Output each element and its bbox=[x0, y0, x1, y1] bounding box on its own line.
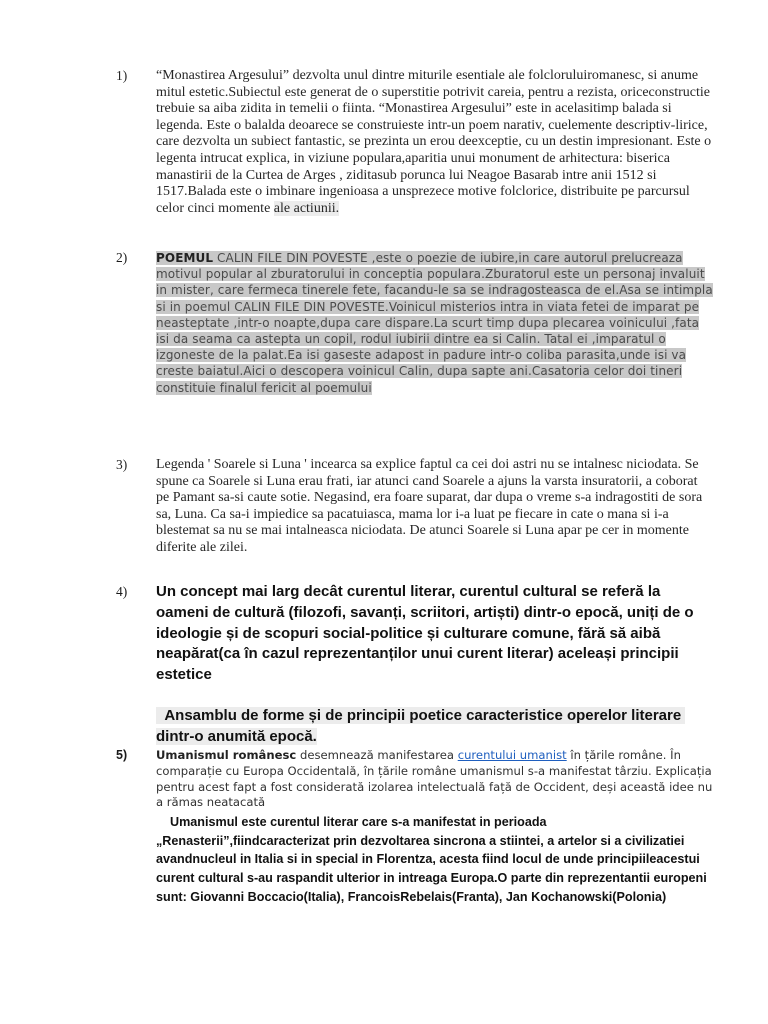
list-item-5 bbox=[116, 748, 714, 906]
item-text bbox=[156, 250, 714, 396]
item-number: 1) bbox=[116, 68, 128, 83]
item-paragraph: CALIN FILE DIN POVESTE ,este o poezie de iubire,in care autorul prelucreaza motivul popular al zburatorului in conceptia populara.Zburatorul este un personaj invaluit in mister, care fermeca tinerele fete, facandu-le sa se indragosteasca de el.Asa se intimpla si in poemul CALIN FILE DIN POVESTE.Voinicul misterios intra in viata fetei de imparat pe neasteptate ,intr-o noapte,dupa care dispare.La scurt timp dupa plecarea voinicului ,fata isi da seama ca astepta un copil, rodul iubirii dintre ea si Calin. Tatal ei ,imparatul o izgoneste de la palat.Ea isi gaseste adapost in padure intr-o coliba parasita,unde isi va creste baiatul.Aici o descopera voinicul Calin, dupa sapte ani.Casatoria celor doi tineri constituie finalul fericit al poemului bbox=[156, 251, 713, 395]
item-text: Umanismul românesc desemnează manifestarea curentului umanist în țările române. În comparație cu Europa Occidentală, în țările române umanismul s-a manifestat târziu. Explicația pentru acest fapt a fost considerată izolarea intelectuală față de Occident, deși această idee nu a rămas neatacată bbox=[156, 748, 713, 810]
item-number: 4) bbox=[116, 584, 128, 599]
umanism-link[interactable]: curentului umanist bbox=[457, 748, 567, 762]
item-number: 2) bbox=[116, 250, 128, 265]
item-lead: Umanismul românesc bbox=[156, 748, 297, 762]
list-item-1 bbox=[116, 68, 714, 217]
item-number: 5) bbox=[116, 748, 128, 762]
item-number: 3) bbox=[116, 457, 128, 472]
bold-paragraph: Umanismul este curentul literar care s-a manifestat in perioada „Renasterii”,fiindcaracterizat prin dezvoltarea sincrona a stiintei, a artelor si a civilizatiei avandnucleul in Italia si in special in Florentza, acesta fiind locul de unde principiileacestui curent cultural s-au raspandit ulterior in intreaga Europa.O parte din reprezentantii europeni sunt: Giovanni Boccacio(Italia), FrancoisRebelais(Franta), Jan Kochanowski(Polonia) bbox=[156, 815, 707, 904]
item-paragraph: Un concept mai larg decât curentul literar, curentul cultural se referă la oameni de cultură (filozofi, savanți, scriitori, artiști) dintr-o epocă, uniți de o ideologie și de scopuri social-politice și culturare comune, fără să aibă neapărat(ca în cazul reprezentanților unui curent literar) aceleași principii estetice bbox=[156, 583, 694, 684]
item-text bbox=[156, 68, 714, 217]
list-item-4 bbox=[116, 582, 714, 748]
item-paragraph: “Monastirea Argesului” dezvolta unul dintre miturile esentiale ale folcloruluiromanesc, si anume mitul estetic.Subiectul este generat de o superstitie potrivit careia, pentru a rezista, oriceconstructie trebuie sa aiba zidita in temelii o fiinta. “Monastirea Argesului” este in acelasitimp balada si legenda. Este o balalda deoarece se construieste intr-un poem narativ, cuelemente descriptiv-lirice, care dezvolta un subiect fantastic, se prezinta un erou deexceptie, cu un destin impresionant. Este o legenta intrucat explica, in viziune populara,aparitia unui monument de arhitectura: biserica manastirii de la Curtea de Arges , ziditasub porunca lui Neagoe Basarab intre anii 1512 si 1517.Balada este o imbinare ingenioasa a unsprezece motive folclorice, distribuite pe parcursul celor cinci momente bbox=[156, 68, 712, 216]
list-item-2 bbox=[116, 250, 714, 396]
item-paragraph: Legenda ' Soarele si Luna ' incearca sa explice faptul ca cei doi astri nu se intalnesc niciodata. Se spune ca Soarele si Luna erau frati, iar atunci cand Soarele a ajuns la varsta insuratorii, a coborat pe Pamant sa-si caute sotie. Negasind, era foare suparat, dar dupa o vreme s-a indragostiti de sora sa, Luna. Ca sa-i impiedice sa pacatuiasca, mama lor i-a luat pe fiecare in cate o mana si i-a blestemat sa nu se mai intalneasca niciodata. De atunci Soarele si Luna apar pe cer in momente diferite ale zilei. bbox=[156, 457, 703, 555]
highlighted-text: ale actiunii. bbox=[273, 200, 340, 216]
list-item-3 bbox=[116, 457, 714, 557]
item-lead: POEMUL bbox=[156, 251, 214, 265]
definition-paragraph: Ansamblu de forme și de principii poetice caracteristice operelor literare dintr-o anumită epocă. bbox=[156, 706, 686, 745]
